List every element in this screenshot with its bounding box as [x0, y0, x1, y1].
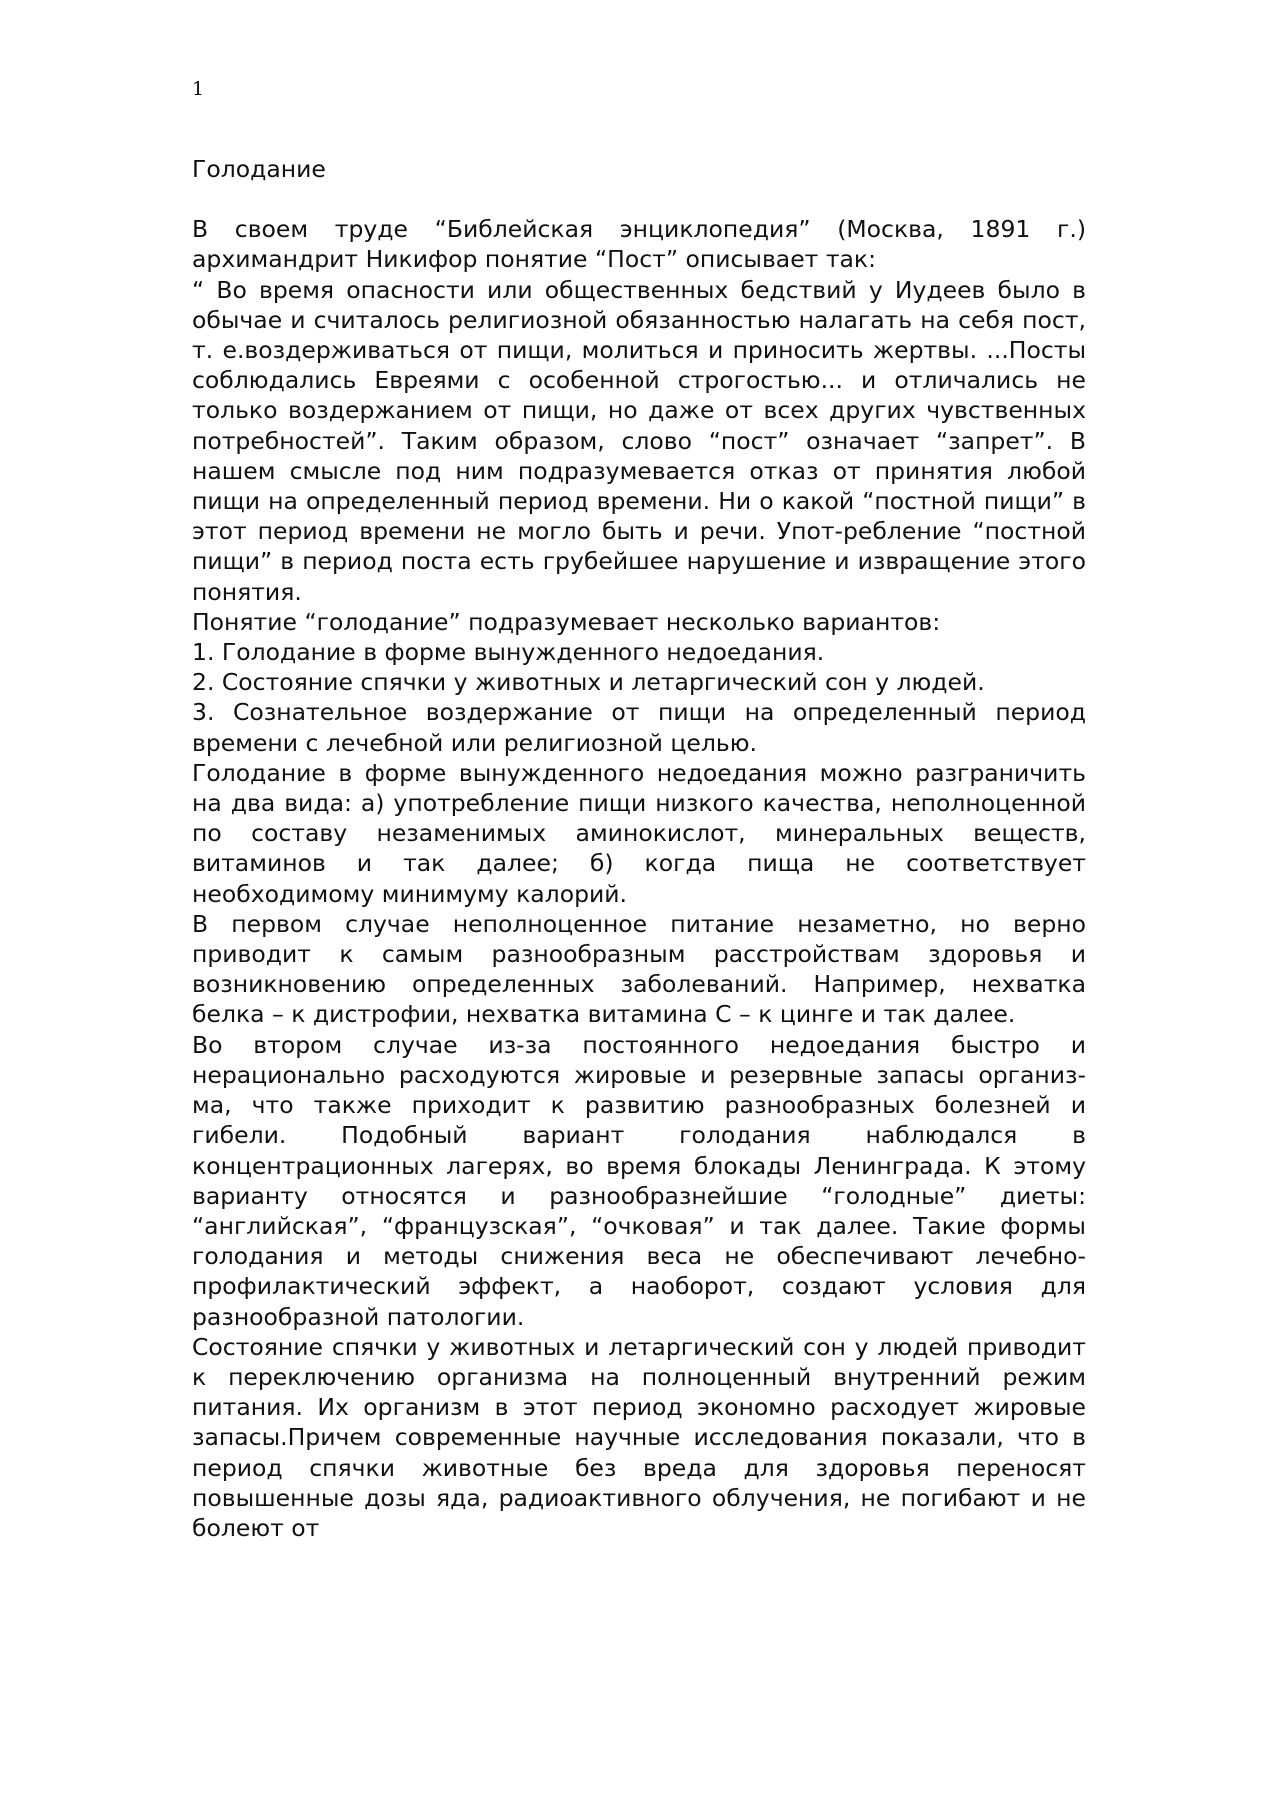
list-item-3: 3. Сознательное воздержание от пищи на определенный период времени с лечебной или религиозной целью. [192, 698, 1086, 757]
document-title: Голодание [192, 155, 326, 183]
paragraph-quote: “ Во время опасности или общественных бедствий у Иудеев было в обычае и считалось религиозной обязанностью налагать на себя пост, т. е.воздерживаться от пищи, молиться и приносить жертвы. ...Посты соблюдались Евреями с особенной строгостью... и отличались не только воздержанием от пищи, но даже от всех других чувственных потребностей”. Таким образом, слово “пост” означает “запрет”. В нашем смысле под ним подразумевается отказ от принятия любой пищи на определенный период времени. Ни о какой “постной пищи” в этот период времени не могло быть и речи. Упот-ребление “постной пищи” в период поста есть грубейшее нарушение и извращение этого понятия. [192, 275, 1086, 606]
paragraph-intro: В своем труде “Библейская энциклопедия” (Москва, 1891 г.) архимандрит Никифор понятие “Пост” описывает так: [192, 215, 1086, 274]
paragraph-variants-intro: Понятие “голодание” подразумевает несколько вариантов: [192, 607, 941, 636]
paragraph-forced-starvation: Голодание в форме вынужденного недоедания можно разграничить на два вида: а) употребление пищи низкого качества, неполноценной по составу незаменимых аминокислот, минеральных веществ, витаминов и так далее; б) когда пища не соответствует необходимому минимуму калорий. [192, 758, 1086, 908]
page-number: 1 [192, 78, 205, 100]
paragraph-second-case: Во втором случае из-за постоянного недоедания быстро и нерационально расходуются жировые и резервные запасы организ- ма, что также приходит к развитию разнообразных болезней и гибели. Подобный вариант голодания наблюдался в концентрационных лагерях, во время блокады Ленинграда. К этому варианту относятся и разнообразнейшие “голодные” диеты: “английская”, “французская”, “очковая” и так далее. Такие формы голодания и методы снижения веса не обеспечивают лечебно- профилактический эффект, а наоборот, создают условия для разнообразной патологии. [192, 1030, 1086, 1331]
paragraph-hibernation: Состояние спячки у животных и летаргический сон у людей приводит к переключению организма на полноценный внутренний режим питания. Их организм в этот период экономно расходует жировые запасы.Причем современные научные исследования показали, что в период спячки животные без вреда для здоровья переносят повышенные дозы яда, радиоактивного облучения, не погибают и не болеют от [192, 1332, 1086, 1542]
list-item-2: 2. Состояние спячки у животных и летаргический сон у людей. [192, 668, 985, 697]
document-body [192, 154, 1086, 1543]
paragraph-first-case: В первом случае неполноценное питание незаметно, но верно приводит к самым разнообразным расстройствам здоровья и возникновению определенных заболеваний. Например, нехватка белка – к дистрофии, нехватка витамина С – к цинге и так далее. [192, 909, 1086, 1029]
list-item-1: 1. Голодание в форме вынужденного недоедания. [192, 638, 825, 667]
